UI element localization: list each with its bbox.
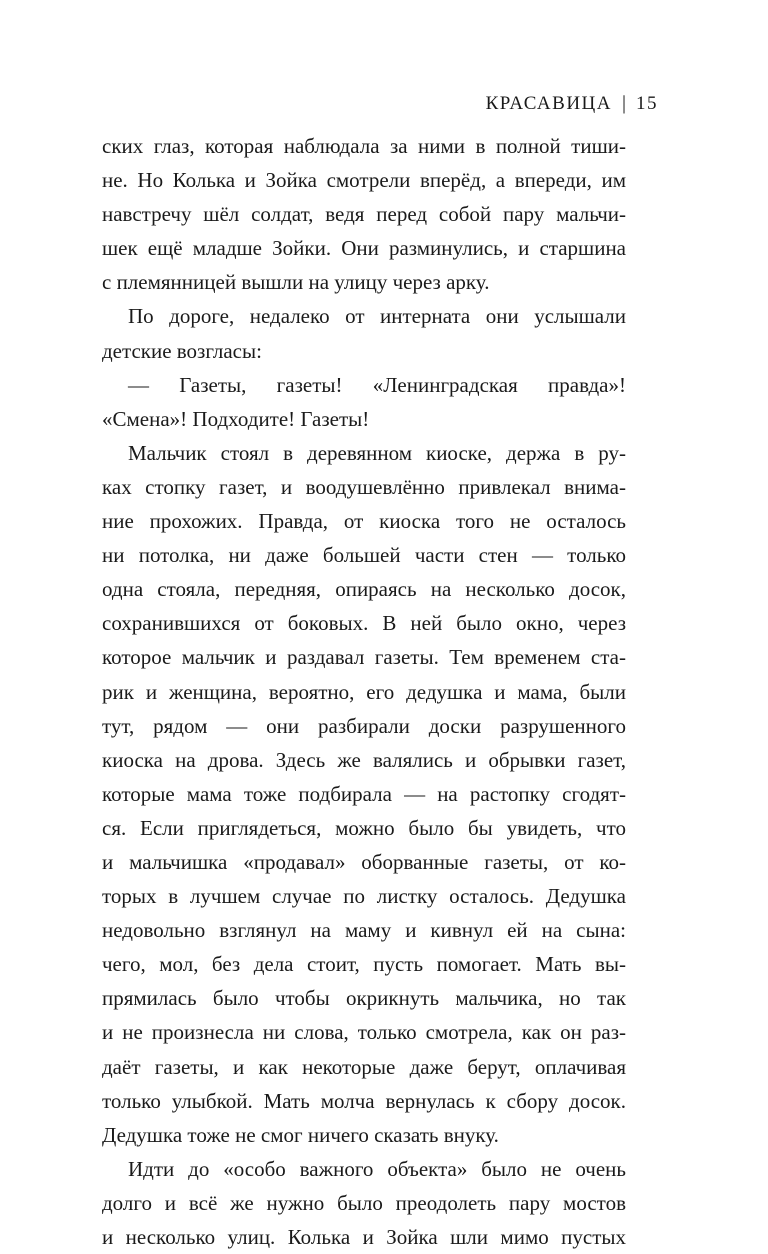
text-line: Мальчик стоял в деревянном киоске, держа в ру-	[128, 440, 626, 465]
text-line: Дедушка тоже не смог ничего сказать внуку.	[102, 1122, 499, 1147]
text-line: киоска на дрова. Здесь же валялись и обрывки газет,	[102, 747, 626, 772]
text-line: не. Но Колька и Зойка смотрели вперёд, а впереди, им	[102, 168, 626, 193]
text-line: детские возгласы:	[102, 338, 262, 363]
text-line: только улыбкой. Мать молча вернулась к сбору досок.	[102, 1088, 626, 1113]
text-line: которое мальчик и раздавал газеты. Тем временем ста-	[102, 645, 626, 670]
text-line: сохранившихся от боковых. В ней было окно, через	[102, 611, 626, 636]
running-head	[486, 92, 658, 115]
text-line: и мальчишка «продавал» оборванные газеты, от ко-	[102, 849, 626, 874]
chapter-title: КРАСАВИЦА	[485, 92, 612, 114]
text-line: даёт газеты, и как некоторые даже берут, оплачивая	[102, 1054, 626, 1079]
text-line: ских глаз, которая наблюдала за ними в полной тиши-	[102, 134, 626, 158]
text-line: — Газеты, газеты! «Ленинградская правда»!	[128, 372, 626, 397]
text-line: прямилась было чтобы окрикнуть мальчика, но так	[102, 986, 626, 1011]
text-line: навстречу шёл солдат, ведя перед собой пару мальчи-	[102, 202, 626, 227]
text-line: ках стопку газет, и воодушевлённо привлекал внима-	[102, 474, 626, 499]
text-line: чего, мол, без дела стоит, пусть помогает. Мать вы-	[102, 952, 626, 977]
text-line: шек ещё младше Зойки. Они разминулись, и старшина	[102, 236, 626, 261]
text-line: ние прохожих. Правда, от киоска того не осталось	[102, 509, 626, 534]
text-line: и несколько улиц. Колька и Зойка шли мимо пустых	[102, 1225, 626, 1249]
page-text	[102, 129, 626, 1254]
header-divider: |	[621, 92, 626, 114]
text-line: с племянницей вышли на улицу через арку.	[102, 270, 490, 295]
text-line: торых в лучшем случае по листку осталось. Дедушка	[102, 884, 626, 909]
text-line: и не произнесла ни слова, только смотрела, как он раз-	[102, 1020, 626, 1045]
text-line: Идти до «особо важного объекта» было не очень	[128, 1156, 626, 1181]
text-line: ни потолка, ни даже большей части стен — только	[102, 543, 626, 568]
text-line: недовольно взглянул на маму и кивнул ей на сына:	[102, 918, 626, 943]
text-line: По дороге, недалеко от интерната они услышали	[128, 304, 626, 329]
text-line: тут, рядом — они разбирали доски разрушенного	[102, 713, 626, 738]
page-number: 15	[636, 92, 658, 114]
text-line: ся. Если приглядеться, можно было бы увидеть, что	[102, 815, 626, 840]
text-line: рик и женщина, вероятно, его дедушка и мама, были	[102, 679, 626, 704]
text-line: «Смена»! Подходите! Газеты!	[102, 406, 370, 431]
text-line: одна стояла, передняя, опираясь на несколько досок,	[102, 577, 626, 602]
text-line: которые мама тоже подбирала — на растопку сгодят-	[102, 781, 626, 806]
text-line: долго и всё же нужно было преодолеть пару мостов	[102, 1190, 626, 1215]
